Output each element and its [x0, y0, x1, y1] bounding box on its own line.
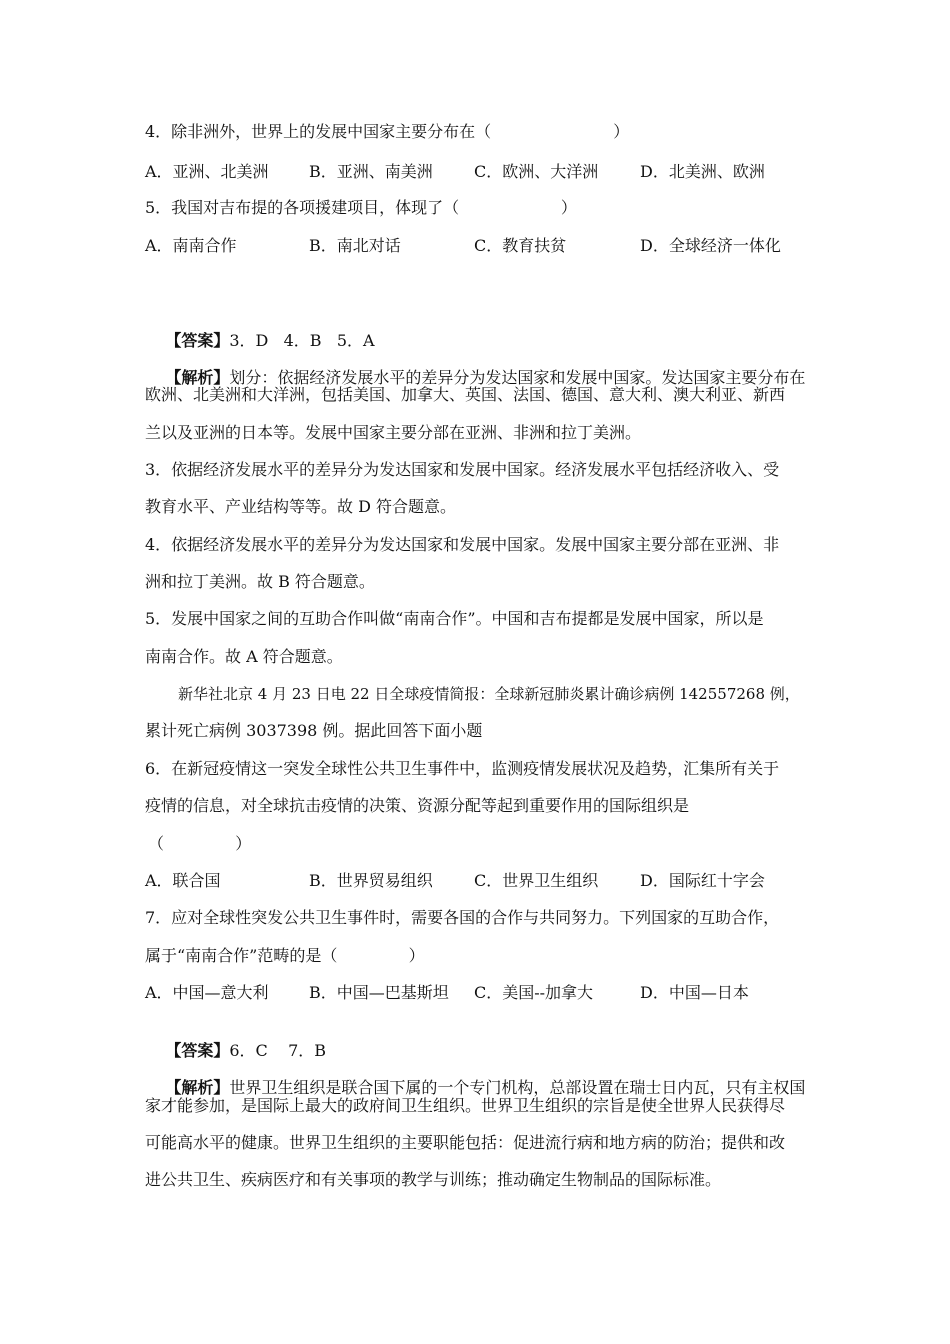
question-5-option-b: B．南北对话	[309, 236, 401, 255]
analysis-line: 5．发展中国家之间的互助合作叫做“南南合作”。中国和吉布提都是发展中国家，所以是	[145, 609, 764, 628]
question-7-option-c: C．美国--加拿大	[474, 983, 594, 1002]
answer-tag: 【答案】	[165, 1041, 230, 1060]
question-4-option-c: C．欧洲、大洋洲	[474, 162, 599, 181]
question-4-option-b: B．亚洲、南美洲	[309, 162, 433, 181]
question-6-option-a: A．联合国	[145, 871, 221, 890]
answer-tag: 【答案】	[165, 331, 230, 350]
analysis-line: 家才能参加，是国际上最大的政府间卫生组织。世界卫生组织的宗旨是使全世界人民获得尽	[145, 1096, 786, 1115]
news-line: 新华社北京 4 月 23 日电 22 日全球疫情简报：全球新冠肺炎累计确诊病例 142557268 例，	[178, 685, 800, 703]
question-7-option-d: D．中国—日本	[640, 983, 749, 1002]
analysis-text: 划分：依据经济发展水平的差异分为发达国家和发展中国家。发达国家主要分布在	[229, 368, 806, 387]
news-line: 累计死亡病例 3037398 例。据此回答下面小题	[145, 721, 483, 740]
question-6-line: （ ）	[148, 834, 252, 853]
analysis-line: 可能高水平的健康。世界卫生组织的主要职能包括：促进流行病和地方病的防治；提供和改	[145, 1133, 786, 1152]
analysis-line: 教育水平、产业结构等等。故 D 符合题意。	[145, 497, 457, 516]
question-5-option-a: A．南南合作	[145, 236, 237, 255]
analysis-line: 进公共卫生、疾病医疗和有关事项的教学与训练；推动确定生物制品的国际标准。	[145, 1170, 722, 1189]
question-7-line: 属于“南南合作”范畴的是（ ）	[145, 946, 425, 965]
analysis-line: 洲和拉丁美洲。故 B 符合题意。	[145, 572, 375, 591]
answer-text: 3．D 4．B 5．A	[229, 331, 375, 350]
question-4-option-a: A．亚洲、北美洲	[145, 162, 269, 181]
question-5-option-c: C．教育扶贫	[474, 236, 567, 255]
analysis-line: 3．依据经济发展水平的差异分为发达国家和发展中国家。经济发展水平包括经济收入、受	[145, 460, 780, 479]
question-5-stem: 5．我国对吉布提的各项援建项目，体现了（ ）	[145, 198, 577, 217]
question-6-option-c: C．世界卫生组织	[474, 871, 599, 890]
question-4-option-d: D．北美洲、欧洲	[640, 162, 765, 181]
question-5-option-d: D．全球经济一体化	[640, 236, 781, 255]
question-6-line: 疫情的信息，对全球抗击疫情的决策、资源分配等起到重要作用的国际组织是	[145, 796, 690, 815]
question-6-option-d: D．国际红十字会	[640, 871, 765, 890]
question-7-option-b: B．中国—巴基斯坦	[309, 983, 449, 1002]
analysis-tag: 【解析】	[165, 368, 230, 387]
analysis-line: 4．依据经济发展水平的差异分为发达国家和发展中国家。发展中国家主要分部在亚洲、非	[145, 535, 780, 554]
question-4-stem: 4．除非洲外，世界上的发展中国家主要分布在（ ）	[145, 122, 630, 141]
answer-text: 6．C 7．B	[229, 1041, 327, 1060]
question-7-option-a: A．中国—意大利	[145, 983, 269, 1002]
question-6-option-b: B．世界贸易组织	[309, 871, 433, 890]
analysis-tag: 【解析】	[165, 1078, 230, 1097]
analysis-line: 南南合作。故 A 符合题意。	[145, 647, 343, 666]
question-6-line: 6．在新冠疫情这一突发全球性公共卫生事件中，监测疫情发展状况及趋势，汇集所有关于	[145, 759, 780, 778]
analysis-text: 世界卫生组织是联合国下属的一个专门机构，总部设置在瑞士日内瓦，只有主权国	[229, 1078, 806, 1097]
analysis-line: 兰以及亚洲的日本等。发展中国家主要分部在亚洲、非洲和拉丁美洲。	[145, 423, 642, 442]
question-7-line: 7．应对全球性突发公共卫生事件时，需要各国的合作与共同努力。下列国家的互助合作，	[145, 908, 780, 927]
analysis-line: 欧洲、北美洲和大洋洲，包括美国、加拿大、英国、法国、德国、意大利、澳大利亚、新西	[145, 385, 786, 404]
